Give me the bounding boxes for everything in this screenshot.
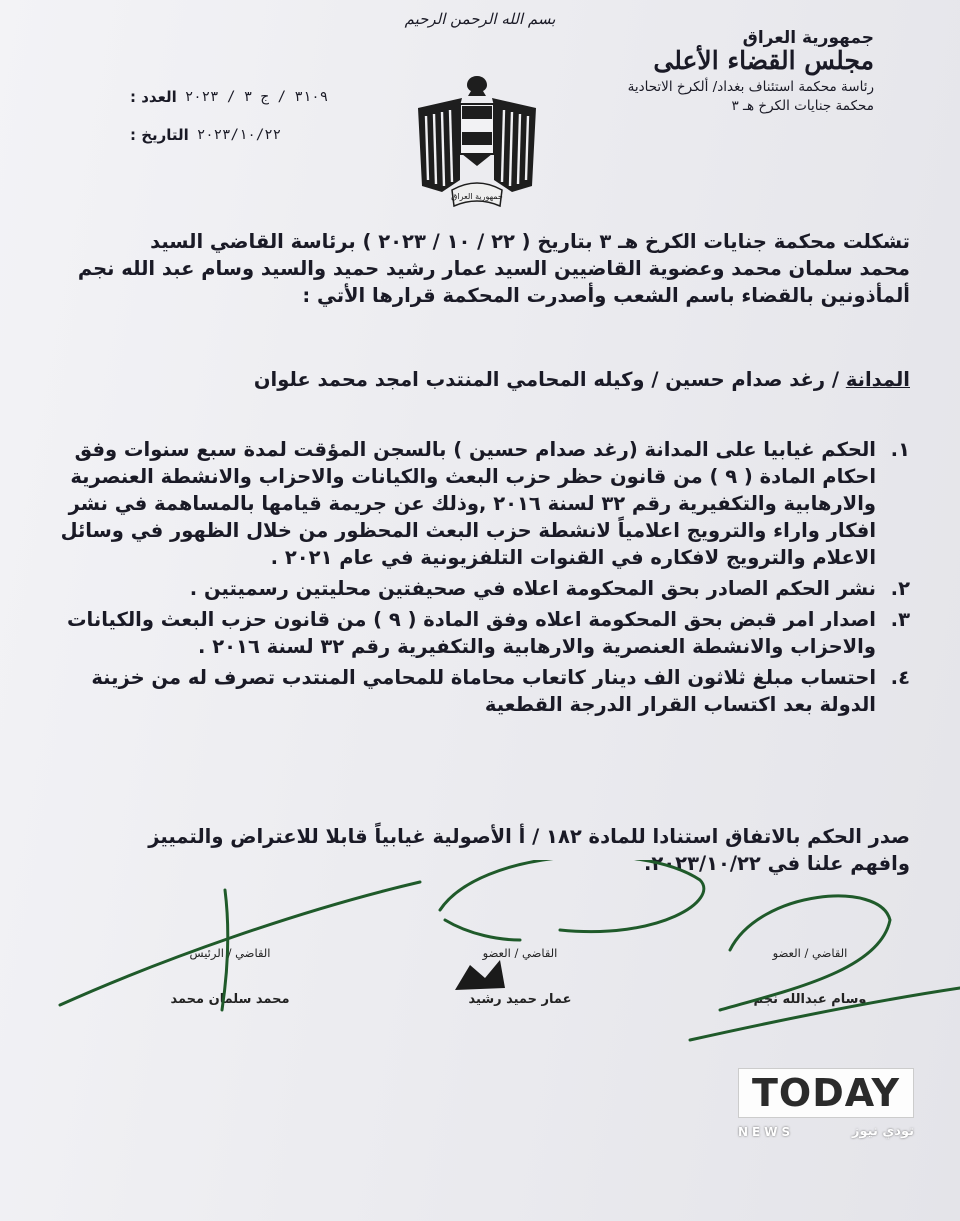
today-news-watermark [738,1068,914,1139]
signature-name: وسام عبدالله نجم [753,992,867,1007]
council-name: مجلس القضاء الأعلى [653,46,874,75]
president-signature-stroke [222,890,228,1010]
item-line: افكار واراء والترويج اعلامياً لانشطة حزب البعث المحظور من خلال الظهور في وسائل [60,519,876,542]
presidency-name: رئاسة محكمة استئناف بغداد/ ألكرخ الاتحادية [627,79,874,95]
issuer-header [554,28,874,114]
item-number: ٤. [890,666,910,689]
item-line: اصدار امر قبض بحق المحكومة اعلاه وفق المادة ( ٩ ) من قانون حزب البعث والكيانات [66,608,876,631]
member2-signature-stroke [720,896,890,1010]
member2-signature-stroke [690,988,960,1040]
ruling-items [50,436,910,722]
item-line: احتساب مبلغ ثلاثون الف دينار كاتعاب محاماة للمحامي المنتدب تصرف له من خزينة [91,666,876,689]
eagle-left-wing [418,98,462,192]
today-logo-text: TODAY [751,1071,901,1115]
intro-line: تشكلت محكمة جنايات الكرخ هـ ٣ بتاريخ ( ٢٢ / ١٠ / ٢٠٢٣ ) برئاسة القاضي السيد [150,230,910,253]
signature-strokes [0,860,960,1060]
iraq-eagle-emblem [412,68,542,218]
ruling-item [50,606,910,660]
member1-signature-stroke [440,860,704,932]
country-name: جمهورية العراق [742,28,874,48]
number-value: ٣١٠٩ / ج ٣ / ٢٠٢٣ [184,89,329,105]
signature-role: القاضي / العضو [772,946,848,960]
item-line: والاحزاب والانشطة العنصرية والارهابية والتكفيرية رقم ٣٢ لسنة ٢٠١٦ . [198,635,876,658]
signature-role: القاضي / الرئيس [189,946,271,960]
item-number: ١. [890,438,910,461]
intro-line: ألمأذونين بالقضاء باسم الشعب وأصدرت المحكمة قرارها الأتي : [302,284,910,307]
item-line: نشر الحكم الصادر بحق المحكومة اعلاه في صحيفتين محليتين رسميتين . [189,577,876,600]
basmala: بسم الله الرحمن الرحيم [404,10,556,28]
reference-date [130,116,370,154]
eagle-head [467,76,487,96]
court-name: محكمة جنايات الكرخ هـ ٣ [731,98,874,114]
date-value: ٢٠٢٣/١٠/٢٢ [196,127,282,143]
item-number: ٢. [890,577,910,600]
item-line: الحكم غيابيا على المدانة (رغد صدام حسين ) بالسجن المؤقت لمدة سبع سنوات وفق [74,438,876,461]
closing-line: وافهم علنا في ٢٠٢٣/١٠/٢٢. [643,852,910,875]
item-line: الاعلام والترويج لافكاره في القنوات التلفزيونية في عام ٢٠٢١ . [270,546,876,569]
item-number: ٣. [890,608,910,631]
intro-line: محمد سلمان محمد وعضوية القاضيين السيد عمار رشيد حميد والسيد وسام عبد الله نجم [77,257,910,280]
reference-block [130,78,370,154]
date-label: التاريخ : [130,126,189,144]
number-label: العدد : [130,88,177,106]
member1-signature-mark [455,960,505,990]
news-label-arabic: تودي نيوز [852,1124,914,1139]
defendant-line [50,368,910,391]
item-line: والارهابية والتكفيرية رقم ٣٢ لسنة ٢٠١٦ ,وذلك عن جريمة قيامها بالمساهمة في نشر [68,492,876,515]
item-line: احكام المادة ( ٩ ) من قانون حظر حزب البعث والكيانات والاحزاب والانشطة العنصرية [70,465,876,488]
member1-signature-stroke [445,920,520,940]
ruling-item [50,436,910,571]
ruling-item [50,664,910,718]
today-logo-box [738,1068,914,1118]
eagle-right-wing [492,98,536,192]
defendant-text: / رغد صدام حسين / وكيله المحامي المنتدب امجد محمد علوان [253,368,846,391]
emblem-text: جمهورية العراق [451,192,503,201]
ruling-item [50,575,910,602]
president-signature-stroke [60,882,420,1005]
news-label: NEWS [738,1124,795,1139]
closing-line: صدر الحكم بالاتفاق استنادا للمادة ١٨٢ / أ الأصولية غيابياً قابلا للاعتراض والتمييز [148,825,910,848]
intro-paragraph [50,228,910,309]
defendant-label: المدانة [845,368,910,391]
signature-role: القاضي / العضو [482,946,558,960]
signature-name: عمار حميد رشيد [468,992,572,1007]
reference-number [130,78,370,116]
item-line: الدولة بعد اكتساب القرار الدرجة القطعية [484,693,876,716]
signature-name: محمد سلمان محمد [170,992,290,1007]
